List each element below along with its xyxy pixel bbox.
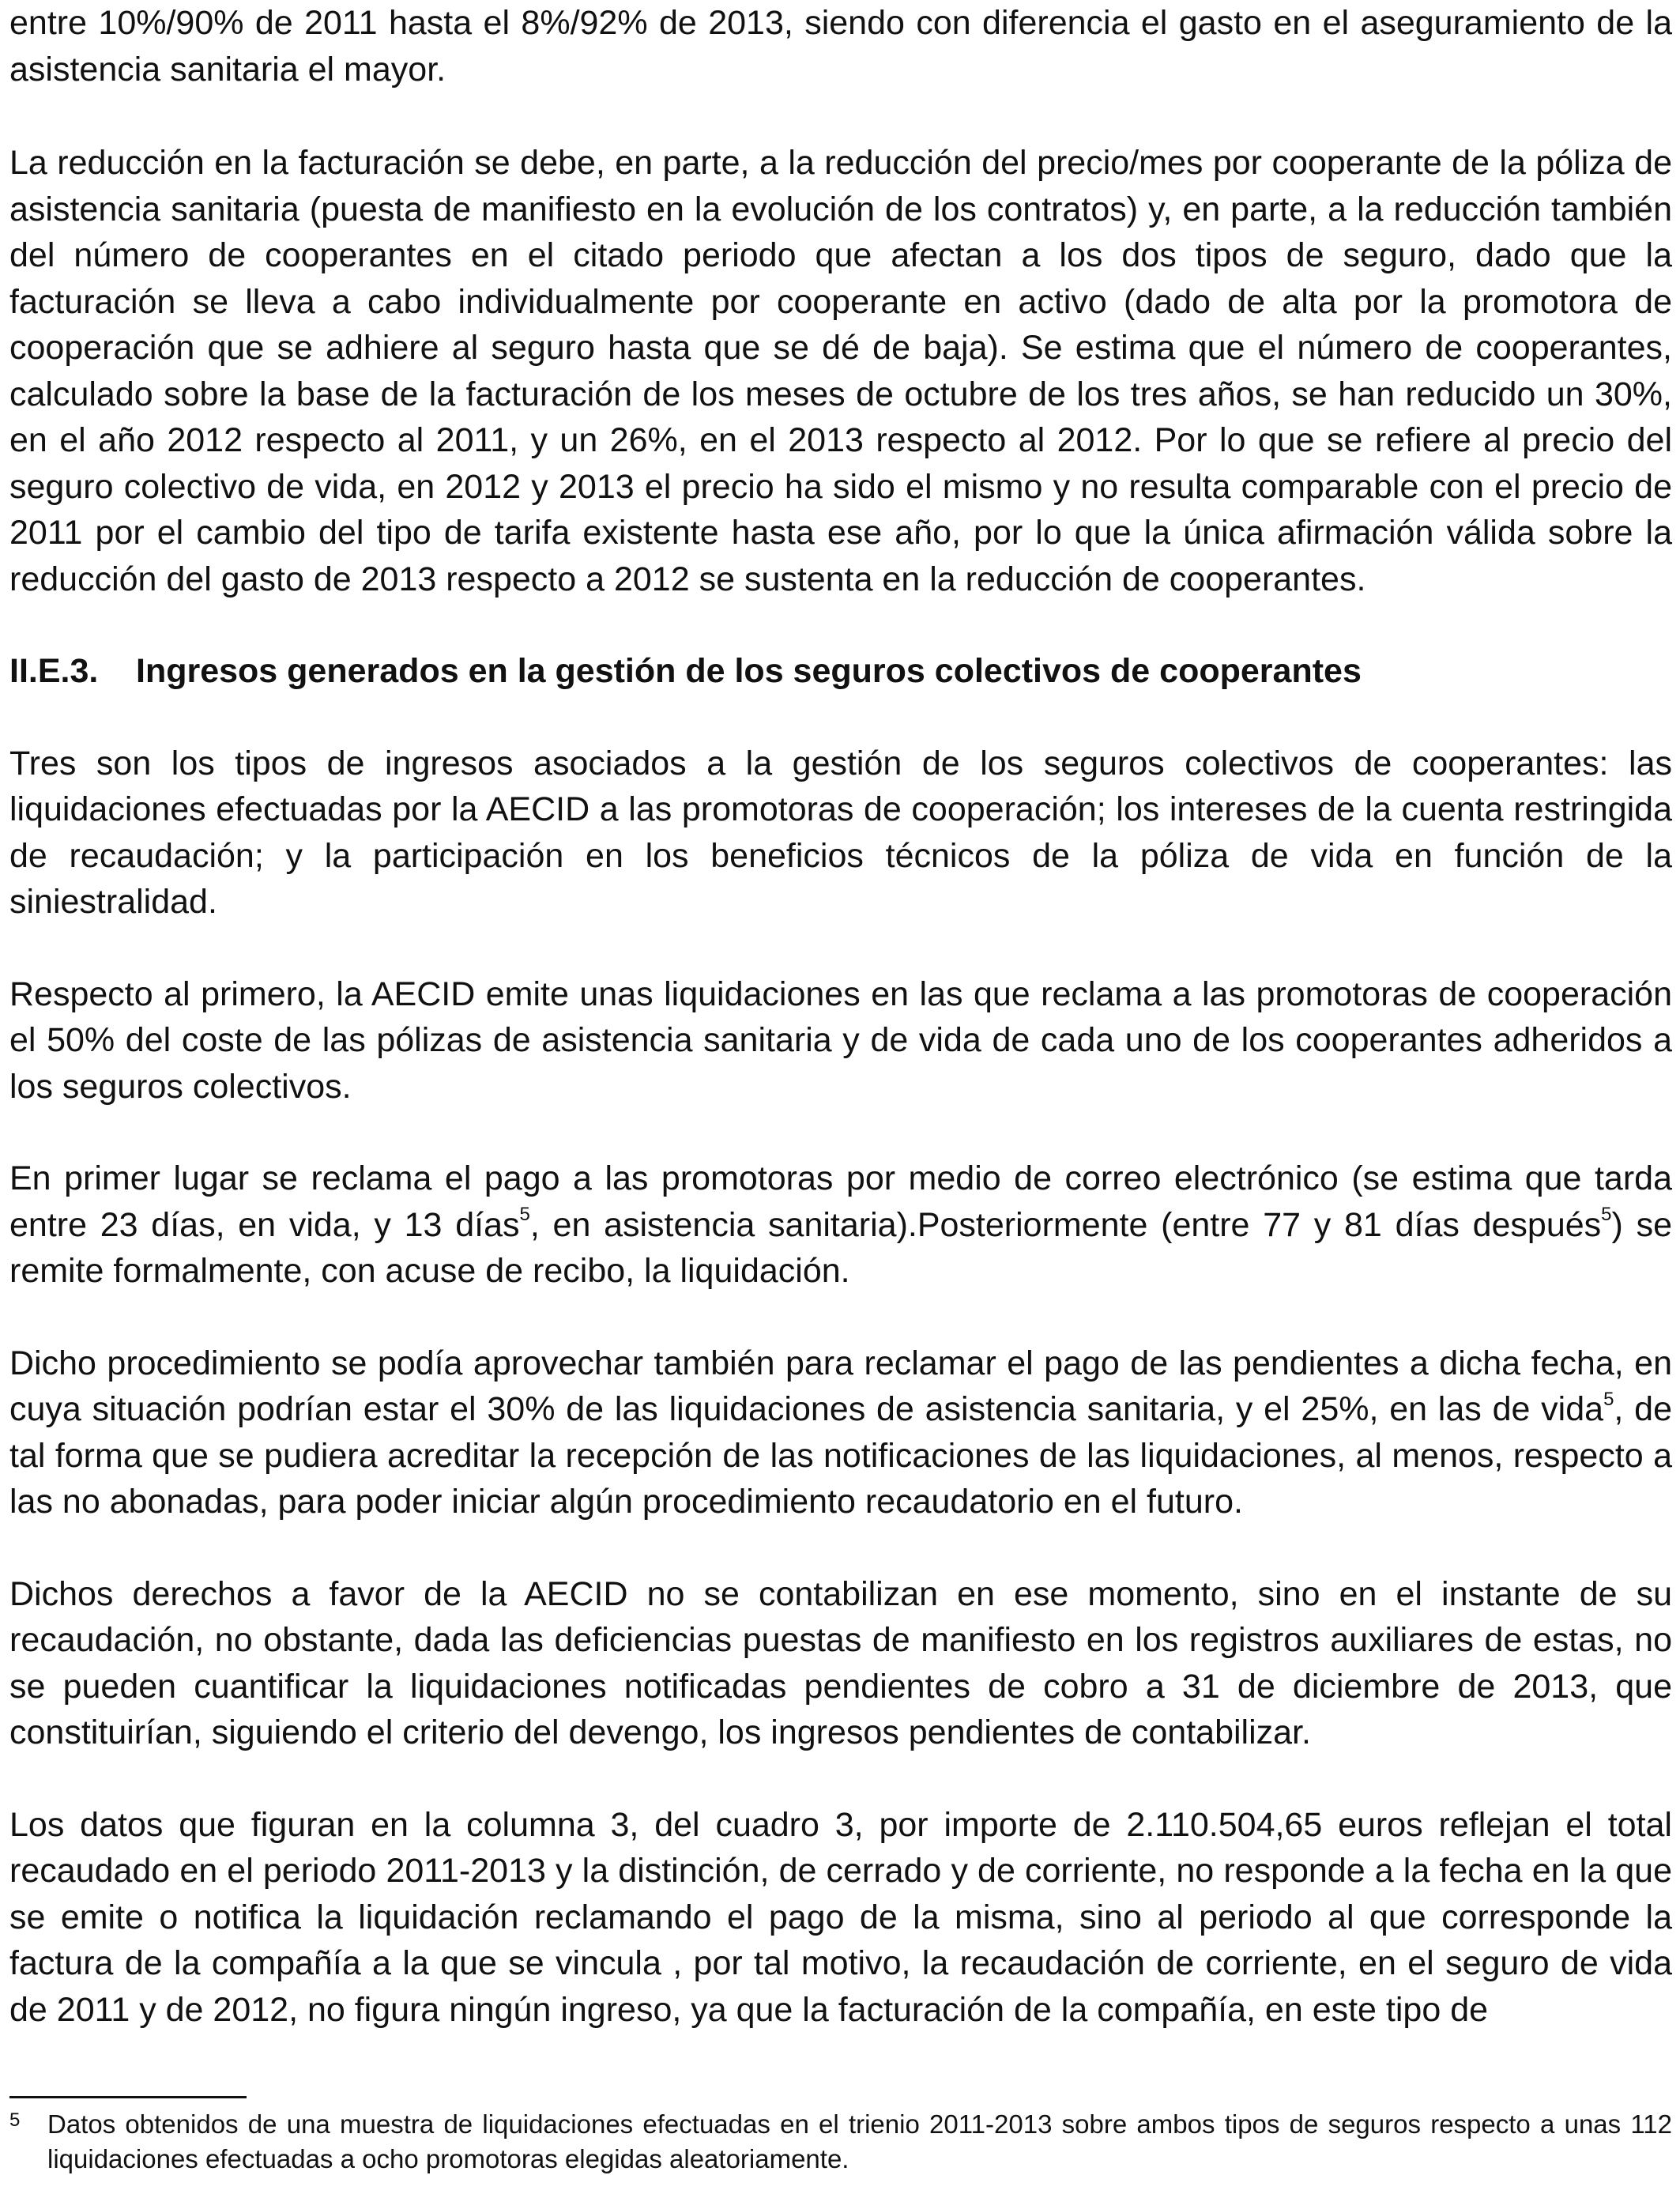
footnote-ref: 5 <box>1601 1204 1612 1226</box>
footnote-ref: 5 <box>1603 1388 1614 1410</box>
paragraph-email-claims: En primer lugar se reclama el pago a las promotoras por medio de correo electrónico (se estima que tarda entre 23 días, en vida, y 13 días$^5$, en asistencia sanitaria).Posteriormente (entre 77 y 81 días después$^5$) se remite formalmente, con acuse de recibo, la liquidación. <box>9 1159 1673 1290</box>
paragraph-procedure: Dicho procedimiento se podía aprovechar también para reclamar el pago de las pendientes a dicha fecha, en cuya situación podrían estar el 30% de las liquidaciones de asistencia sanitaria, y el 25%, en las de vida$^5$, de tal forma que se pudiera acreditar la recepción de las notificaciones de las liquidaciones, al menos, respecto a las no abonadas, para poder iniciar algún procedimiento recaudatorio en el futuro. <box>9 1344 1672 1521</box>
paragraph-income-types: Tres son los tipos de ingresos asociados a la gestión de los seguros colectivos de cooperantes: las liquidaciones efectuadas por la AECID a las promotoras de cooperación; los intereses de la cuenta restringida de recaudación; y la participación en los beneficios técnicos de la póliza de vida en función de la siniestralidad. <box>9 744 1672 921</box>
section-number: II.E.3. <box>9 652 99 690</box>
section-heading <box>9 648 1672 695</box>
paragraph-liquidations: Respecto al primero, la AECID emite unas liquidaciones en las que reclama a las promotoras de cooperación el 50% del coste de las pólizas de asistencia sanitaria y de vida de cada uno de los cooperantes adheridos a los seguros colectivos. <box>9 974 1672 1106</box>
paragraph-column-data: Los datos que figuran en la columna 3, del cuadro 3, por importe de 2.110.504,65 euros reflejan el total recaudado en el periodo 2011-2013 y la distinción, de cerrado y de corriente, no responde a la fecha en la que se emite o notifica la liquidación reclamando el pago de la misma, sino al periodo al que corresponde la factura de la compañía a la que se vincula , por tal motivo, la recaudación de corriente, en el seguro de vida de 2011 y de 2012, no figura ningún ingreso, ya que la facturación de la compañía, en este tipo de <box>9 1805 1672 2029</box>
footnote-mark: 5 <box>9 2109 21 2131</box>
body-text <box>9 0 1672 2079</box>
paragraph-continuation: entre 10%/90% de 2011 hasta el 8%/92% de 2013, siendo con diferencia el gasto en el aseguramiento de la asistencia sanitaria el mayor. <box>9 4 1672 89</box>
paragraph-billing-reduction: La reducción en la facturación se debe, en parte, a la reducción del precio/mes por cooperante de la póliza de asistencia sanitaria (puesta de manifiesto en la evolución de los contratos) y, en parte, a la reducción también del número de cooperantes en el citado periodo que afectan a los dos tipos de seguro, dado que la facturación se lleva a cabo individualmente por cooperante en activo (dado de alta por la promotora de cooperación que se adhiere al seguro hasta que se dé de baja). Se estima que el número de cooperantes, calculado sobre la base de la facturación de los meses de octubre de los tres años, se han reducido un 30%, en el año 2012 respecto al 2011, y un 26%, en el 2013 respecto al 2012. Por lo que se refiere al precio del seguro colectivo de vida, en 2012 y 2013 el precio ha sido el mismo y no resulta comparable con el precio de 2011 por el cambio del tipo de tarifa existente hasta ese año, por lo que la única afirmación válida sobre la reducción del gasto de 2013 respecto a 2012 se sustenta en la reducción de cooperantes. <box>9 144 1672 598</box>
footnote <box>9 2107 1672 2177</box>
section-title: Ingresos generados en la gestión de los seguros colectivos de cooperantes <box>136 652 1362 690</box>
footnote-text: Datos obtenidos de una muestra de liquidaciones efectuadas en el trienio 2011-2013 sobre ambos tipos de seguros respecto a unas 112 liquidaciones efectuadas a ocho promotoras elegidas aleatoriamente. <box>47 2109 1672 2173</box>
footnote-ref: 5 <box>519 1204 530 1226</box>
footnote-divider <box>9 2096 247 2098</box>
paragraph-rights: Dichos derechos a favor de la AECID no se contabilizan en ese momento, sino en el instante de su recaudación, no obstante, dada las deficiencias puestas de manifiesto en los registros auxiliares de estas, no se pueden cuantificar la liquidaciones notificadas pendientes de cobro a 31 de diciembre de 2013, que constituirían, siguiendo el criterio del devengo, los ingresos pendientes de contabilizar. <box>9 1574 1672 1751</box>
